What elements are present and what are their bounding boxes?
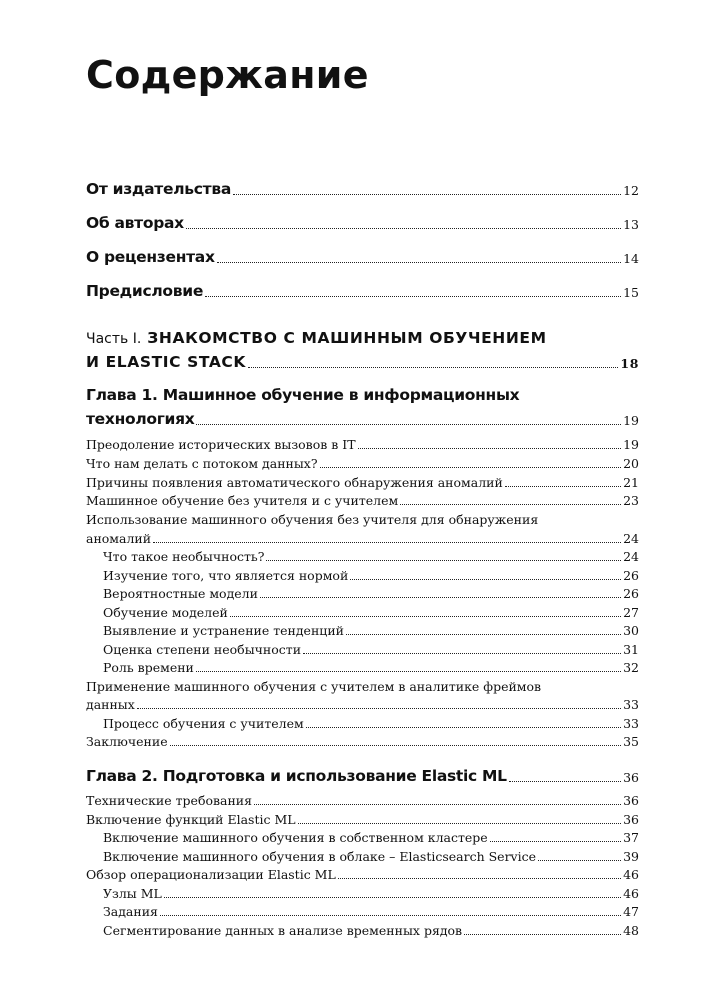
toc-entry-title: Оценка степени необычности xyxy=(103,642,302,657)
toc-entry-chapter1[interactable] xyxy=(86,410,639,428)
toc-page-number: 30 xyxy=(623,623,639,638)
part1-heading-line1[interactable] xyxy=(86,329,547,347)
toc-entry-title: Роль времени xyxy=(103,660,194,675)
dot-leader xyxy=(196,671,621,672)
toc-page-number: 35 xyxy=(623,734,639,749)
toc-page-number: 15 xyxy=(623,285,639,300)
toc-entry-title: данных xyxy=(86,697,135,712)
toc-entry-subsection[interactable] xyxy=(103,549,639,564)
chapter1-heading-line1[interactable]: Глава 1. Машинное обучение в информационных xyxy=(86,386,520,404)
toc-page-number: 12 xyxy=(623,183,639,198)
toc-page-number: 37 xyxy=(623,830,639,845)
toc-entry-authors[interactable] xyxy=(86,214,639,232)
toc-entry-subsection[interactable] xyxy=(103,642,639,657)
dot-leader xyxy=(320,467,622,468)
toc-page-number: 31 xyxy=(623,642,639,657)
toc-entry-title: Включение машинного обучения в облаке – Elasticsearch Service xyxy=(103,849,537,864)
page-title: Содержание xyxy=(86,53,369,97)
toc-page-number: 23 xyxy=(623,493,639,508)
toc-page-number: 46 xyxy=(623,886,639,901)
toc-entry-subsection[interactable] xyxy=(103,716,639,731)
toc-entry-subsection[interactable] xyxy=(103,849,639,864)
dot-leader xyxy=(266,560,621,561)
toc-entry-subsection[interactable] xyxy=(103,923,639,938)
toc-entry-title: Об авторах xyxy=(86,214,184,232)
dot-leader xyxy=(490,841,621,842)
toc-entry-title: Преодоление исторических вызовов в IT xyxy=(86,437,356,452)
dot-leader xyxy=(260,597,621,598)
toc-entry-title: Заключение xyxy=(86,734,168,749)
toc-entry-title: О рецензентах xyxy=(86,248,215,266)
toc-entry-title: технологиях xyxy=(86,410,195,428)
toc-entry-section[interactable] xyxy=(86,734,639,749)
toc-entry-title: Машинное обучение без учителя и с учителем xyxy=(86,493,399,508)
dot-leader xyxy=(346,634,621,635)
toc-entry-subsection[interactable] xyxy=(103,886,639,901)
toc-page-number: 26 xyxy=(623,586,639,601)
toc-page-number: 36 xyxy=(623,793,639,808)
toc-entry-section[interactable] xyxy=(86,812,639,827)
dot-leader xyxy=(248,367,618,368)
dot-leader xyxy=(538,860,621,861)
toc-page-number: 24 xyxy=(623,549,639,564)
dot-leader xyxy=(358,448,622,449)
toc-entry-section[interactable] xyxy=(86,867,639,882)
toc-entry-section[interactable] xyxy=(86,456,639,471)
dot-leader xyxy=(350,579,621,580)
dot-leader xyxy=(230,616,621,617)
toc-entry-title: Предисловие xyxy=(86,282,204,300)
toc-page-number: 14 xyxy=(623,251,639,266)
dot-leader xyxy=(306,727,621,728)
toc-entry-title: Что нам делать с потоком данных? xyxy=(86,456,318,471)
part1-prefix: Часть I. xyxy=(86,331,142,347)
toc-entry-preface[interactable] xyxy=(86,282,639,300)
toc-entry-title: Сегментирование данных в анализе временных рядов xyxy=(103,923,463,938)
unsupervised-heading-line1[interactable]: Использование машинного обучения без учителя для обнаружения xyxy=(86,512,539,527)
dot-leader xyxy=(137,708,621,709)
toc-page-number: 32 xyxy=(623,660,639,675)
toc-page-number: 39 xyxy=(623,849,639,864)
toc-entry-title: Изучение того, что является нормой xyxy=(103,568,349,583)
toc-page-number: 36 xyxy=(623,770,639,785)
dot-leader xyxy=(505,486,621,487)
toc-entry-subsection[interactable] xyxy=(103,660,639,675)
toc-page-number: 27 xyxy=(623,605,639,620)
dot-leader xyxy=(298,823,622,824)
toc-entry-subsection[interactable] xyxy=(103,586,639,601)
toc-entry-subsection[interactable] xyxy=(103,904,639,919)
toc-entry-publisher[interactable] xyxy=(86,180,639,198)
toc-entry-chapter2[interactable] xyxy=(86,767,639,785)
toc-entry-section[interactable] xyxy=(86,475,639,490)
toc-entry-title: Процесс обучения с учителем xyxy=(103,716,304,731)
toc-page-number: 36 xyxy=(623,812,639,827)
toc-entry-subsection[interactable] xyxy=(103,605,639,620)
toc-entry-title: От издательства xyxy=(86,180,231,198)
toc-entry-part1[interactable] xyxy=(86,353,639,371)
dot-leader xyxy=(164,897,621,898)
dot-leader xyxy=(254,804,621,805)
toc-page-number: 19 xyxy=(623,437,639,452)
toc-entry-title: Глава 2. Подготовка и использование Elastic ML xyxy=(86,767,507,785)
dot-leader xyxy=(170,745,621,746)
dot-leader xyxy=(464,934,621,935)
dot-leader xyxy=(233,194,621,195)
part1-title-rest: ЗНАКОМСТВО С МАШИННЫМ ОБУЧЕНИЕМ xyxy=(141,329,547,347)
toc-entry-title: Задания xyxy=(103,904,158,919)
dot-leader xyxy=(400,504,621,505)
toc-entry-title: Включение функций Elastic ML xyxy=(86,812,296,827)
toc-page-number: 46 xyxy=(623,867,639,882)
toc-entry-title: Выявление и устранение тенденций xyxy=(103,623,344,638)
dot-leader xyxy=(303,653,621,654)
toc-entry-section[interactable] xyxy=(86,793,639,808)
toc-entry-title: Обучение моделей xyxy=(103,605,228,620)
toc-page-number: 47 xyxy=(623,904,639,919)
toc-entry-title: Технические требования xyxy=(86,793,253,808)
toc-entry-section[interactable] xyxy=(86,531,639,546)
toc-entry-reviewers[interactable] xyxy=(86,248,639,266)
dot-leader xyxy=(509,781,621,782)
toc-entry-section[interactable] xyxy=(86,437,639,452)
toc-page-number: 20 xyxy=(623,456,639,471)
toc-entry-title: Причины появления автоматического обнаружения аномалий xyxy=(86,475,503,490)
toc-entry-section[interactable] xyxy=(86,493,639,508)
toc-entry-title: Обзор операционализации Elastic ML xyxy=(86,867,336,882)
toc-entry-title: Что такое необычность? xyxy=(103,549,265,564)
toc-page-number: 19 xyxy=(623,413,639,428)
toc-page-number: 33 xyxy=(623,697,639,712)
toc-entry-section[interactable] xyxy=(86,697,639,712)
toc-page-number: 18 xyxy=(620,356,639,371)
toc-page-number: 48 xyxy=(623,923,639,938)
dot-leader xyxy=(153,542,621,543)
dot-leader xyxy=(186,228,621,229)
dot-leader xyxy=(196,424,621,425)
toc-page-number: 24 xyxy=(623,531,639,546)
toc-page-number: 13 xyxy=(623,217,639,232)
toc-page-number: 21 xyxy=(623,475,639,490)
dot-leader xyxy=(217,262,621,263)
toc-entry-title: Вероятностные модели xyxy=(103,586,258,601)
toc-entry-subsection[interactable] xyxy=(103,623,639,638)
toc-entry-title: И ELASTIC STACK xyxy=(86,353,247,371)
toc-entry-subsection[interactable] xyxy=(103,830,639,845)
dot-leader xyxy=(160,915,621,916)
toc-entry-title: аномалий xyxy=(86,531,152,546)
toc-entry-title: Узлы ML xyxy=(103,886,162,901)
toc-page-number: 33 xyxy=(623,716,639,731)
dot-leader xyxy=(338,878,621,879)
supervised-heading-line1[interactable]: Применение машинного обучения с учителем в аналитике фреймов xyxy=(86,679,542,694)
dot-leader xyxy=(205,296,621,297)
toc-page-number: 26 xyxy=(623,568,639,583)
toc-entry-title: Включение машинного обучения в собственном кластере xyxy=(103,830,488,845)
toc-entry-subsection[interactable] xyxy=(103,568,639,583)
